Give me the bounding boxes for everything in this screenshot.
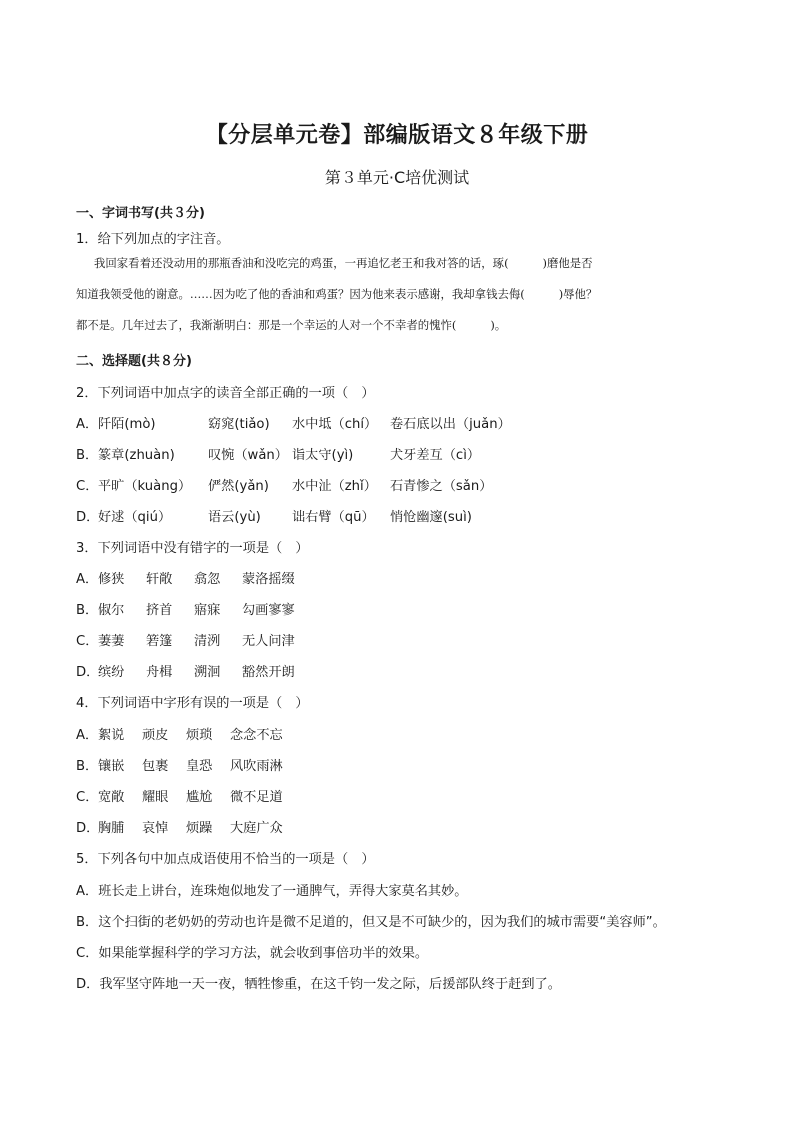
question-4-option-d[interactable]: D．胸脯 哀悼 烦躁 大庭广众: [76, 821, 283, 836]
question-5-option-d[interactable]: D．我军坚守阵地一天一夜，牺牲惨重，在这千钧一发之际，后援部队终于赶到了。: [76, 977, 561, 992]
question-2-stem: 2．下列词语中加点字的读音全部正确的一项（ ）: [76, 386, 375, 401]
question-5-option-c[interactable]: C．如果能掌握科学的学习方法，就会收到事倍功半的效果。: [76, 946, 429, 961]
question-1-passage: [76, 248, 726, 341]
question-4-stem: 4．下列词语中字形有误的一项是（ ）: [76, 696, 309, 711]
page-subtitle: 第３单元·C培优测试: [324, 168, 470, 187]
page-title: 【分层单元卷】部编版语文８年级下册: [205, 123, 589, 148]
passage-line-3: 都不是。几年过去了，我渐渐明白：那是一个幸运的人对一个不幸者的愧怍( )。: [76, 318, 507, 332]
section-heading-1: 一、字词书写(共３分): [76, 206, 205, 221]
question-4-option-b[interactable]: B．镶嵌 包裹 皇恐 风吹雨淋: [76, 759, 283, 774]
question-2-option-d[interactable]: D．好逑（qiú） 语云(yù) 诎右臂（qū） 悄怆幽邃(suì): [76, 510, 472, 525]
question-4-option-a[interactable]: A．絮说 顽皮 烦琐 念念不忘: [76, 728, 283, 743]
question-5-option-a[interactable]: A．班长走上讲台，连珠炮似地发了一通脾气，弄得大家莫名其妙。: [76, 884, 468, 899]
passage-line-2: 知道我领受他的谢意。……因为吃了他的香油和鸡蛋？因为他来表示感谢，我却拿钱去侮( )辱他？: [76, 287, 598, 301]
question-3-option-d[interactable]: D．缤纷 舟楫 溯洄 豁然开朗: [76, 665, 295, 680]
question-4-option-c[interactable]: C．宽敞 耀眼 尴尬 微不足道: [76, 790, 283, 805]
passage-line-1: 我回家看着还没动用的那瓶香油和没吃完的鸡蛋，一再追忆老王和我对答的话，琢( )磨他是否: [94, 256, 593, 270]
question-2-option-b[interactable]: B．篆章(zhuàn) 叹惋（wǎn） 诣太守(yì) 犬牙差互（cì）: [76, 448, 481, 463]
question-3-stem: 3．下列词语中没有错字的一项是（ ）: [76, 541, 309, 556]
question-3-option-a[interactable]: A．修狭 轩敞 翕忽 蒙洛摇缀: [76, 572, 295, 587]
section-heading-2: 二、选择题(共８分): [76, 354, 192, 369]
question-3-option-b[interactable]: B．俶尔 挤首 寤寐 勾画寥寥: [76, 603, 295, 618]
question-5-stem: 5．下列各句中加点成语使用不恰当的一项是（ ）: [76, 852, 375, 867]
question-2-option-c[interactable]: C．平旷（kuàng） 俨然(yǎn) 水中沚（zhǐ） 石青惨之（sǎn）: [76, 479, 493, 494]
question-2-option-a[interactable]: A．阡陌(mò) 窈窕(tiǎo) 水中坻（chí） 卷石底以出（juǎn）: [76, 417, 511, 432]
question-5-option-b[interactable]: B．这个扫街的老奶奶的劳动也许是微不足道的，但又是不可缺少的，因为我们的城市需要“美容师”。: [76, 915, 666, 930]
question-3-option-c[interactable]: C．萋萋 箬篷 清洌 无人问津: [76, 634, 295, 649]
question-1-stem: 1．给下列加点的字注音。: [76, 232, 230, 247]
